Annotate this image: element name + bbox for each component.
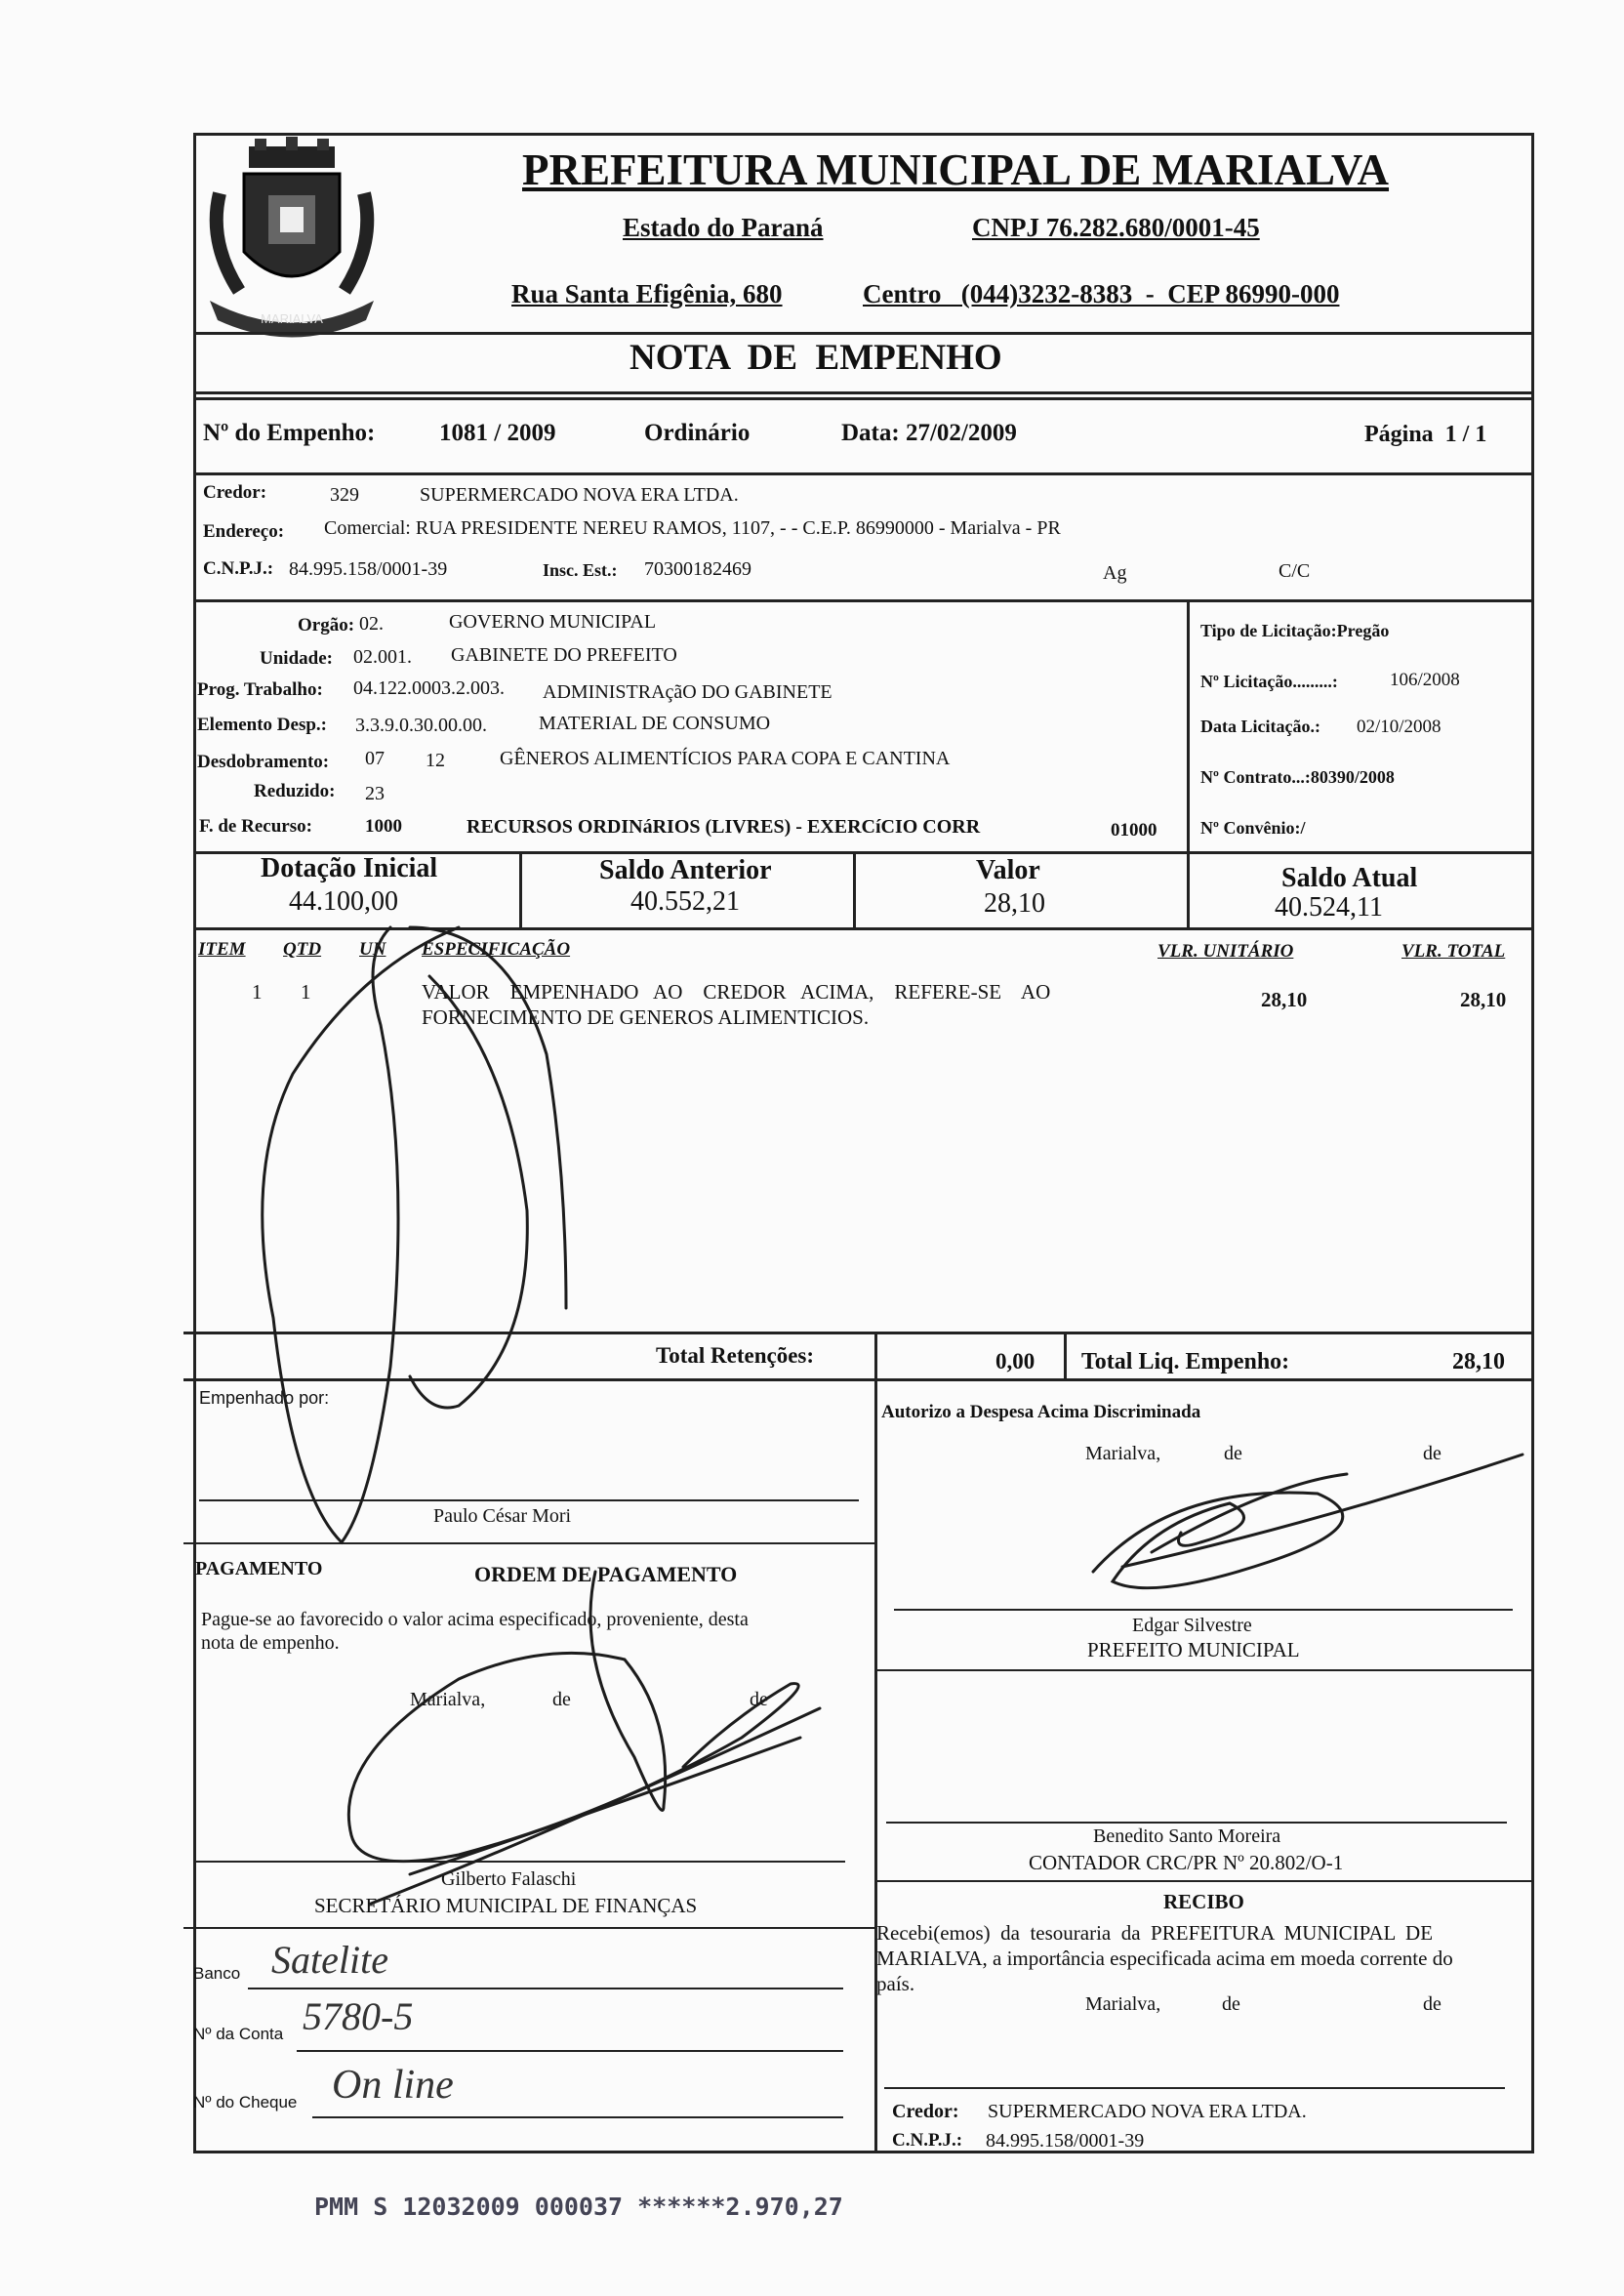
credor-address: Comercial: RUA PRESIDENTE NEREU RAMOS, 1107, - - C.E.P. 86990000 - Marialva - PR (324, 517, 1061, 539)
orgao-code: 02. (359, 613, 384, 635)
pagamento-text1: Pague-se ao favorecido o valor acima especificado, proveniente, desta (201, 1609, 749, 1630)
saldo-atual-label: Saldo Atual (1281, 863, 1418, 893)
recibo-cnpj: 84.995.158/0001-39 (986, 2130, 1145, 2152)
autorizo-place: Marialva, (1085, 1443, 1161, 1464)
recurso-desc: RECURSOS ORDINáRIOS (LIVRES) - EXERCíCIO CORR (467, 816, 981, 838)
recurso-label: F. de Recurso: (199, 816, 312, 837)
recibo-credor: SUPERMERCADO NOVA ERA LTDA. (988, 2101, 1307, 2122)
col-unit: VLR. UNITÁRIO (1157, 941, 1294, 962)
licitacao-tipo: Tipo de Licitação:Pregão (1200, 621, 1390, 640)
licitacao-numero: 106/2008 (1390, 670, 1460, 690)
pagamento-signer: Gilberto Falaschi (441, 1868, 577, 1890)
credor-label: Credor: (203, 482, 267, 503)
item-total-value: 28,10 (1460, 988, 1507, 1011)
item-unit-value: 28,10 (1261, 988, 1308, 1011)
col-item: ITEM (198, 939, 246, 960)
prog-desc: ADMINISTRAçãO DO GABINETE (543, 681, 832, 703)
pagamento-label: PAGAMENTO (195, 1558, 323, 1579)
empenho-type: Ordinário (644, 420, 751, 446)
pagamento-place: Marialva, (410, 1689, 486, 1710)
autorizo-de2: de (1423, 1443, 1441, 1464)
recibo-text3: país. (876, 1972, 915, 1995)
conta-value: 5780-5 (303, 1994, 414, 2038)
retencoes-value: 0,00 (995, 1349, 1035, 1374)
credor-address-label: Endereço: (203, 521, 285, 542)
unidade-label: Unidade: (260, 648, 333, 669)
recibo-credor-label: Credor: (892, 2101, 959, 2122)
autorizo-signer: Edgar Silvestre (1132, 1615, 1252, 1636)
desd-code2: 12 (426, 750, 445, 771)
empenho-number: 1081 / 2009 (439, 420, 556, 446)
col-total: VLR. TOTAL (1401, 941, 1506, 962)
orgao-desc: GOVERNO MUNICIPAL (449, 611, 657, 633)
valor-value: 28,10 (984, 888, 1045, 919)
ordem-pagamento-label: ORDEM DE PAGAMENTO (474, 1562, 738, 1586)
item-desc-line2: FORNECIMENTO DE GENEROS ALIMENTICIOS. (422, 1005, 870, 1029)
dotacao-label: Dotação Inicial (261, 853, 438, 883)
col-espec: ESPECIFICAÇÃO (422, 939, 571, 960)
elem-label: Elemento Desp.: (197, 715, 327, 735)
payment-stamp: PMM S 12032009 000037 ******2.970,27 (314, 2193, 843, 2221)
banco-value: Satelite (271, 1938, 388, 1982)
contador-role: CONTADOR CRC/PR Nº 20.802/O-1 (1029, 1851, 1344, 1874)
autorizo-label: Autorizo a Despesa Acima Discriminada (881, 1402, 1201, 1422)
recibo-place: Marialva, (1085, 1993, 1161, 2015)
header-title: PREFEITURA MUNICIPAL DE MARIALVA (522, 145, 1390, 194)
credor-ag: Ag (1103, 562, 1127, 584)
credor-cc: C/C (1279, 560, 1311, 582)
recurso-code2: 01000 (1111, 820, 1157, 840)
empenho-date: Data: 27/02/2009 (841, 420, 1017, 446)
col-un: UN (359, 939, 386, 960)
credor-name: SUPERMERCADO NOVA ERA LTDA. (420, 484, 739, 506)
conta-label: Nº da Conta (193, 2025, 284, 2043)
credor-code: 329 (330, 484, 359, 506)
header-state: Estado do Paraná (623, 213, 824, 242)
recibo-de2: de (1423, 1993, 1441, 2015)
doc-title: NOTA DE EMPENHO (629, 338, 1002, 378)
elem-desc: MATERIAL DE CONSUMO (539, 713, 771, 734)
credor-insc: 70300182469 (644, 558, 751, 580)
cheque-label: Nº do Cheque (193, 2093, 298, 2112)
licitacao-numero-label: Nº Licitação.........: (1200, 672, 1338, 691)
pagamento-de2: de (750, 1689, 768, 1710)
licitacao-convenio: Nº Convênio:/ (1200, 818, 1306, 838)
recibo-de1: de (1222, 1993, 1240, 2015)
recibo-text1: Recebi(emos) da tesouraria da PREFEITURA MUNICIPAL DE (876, 1921, 1434, 1945)
credor-insc-label: Insc. Est.: (543, 560, 618, 580)
prog-label: Prog. Trabalho: (197, 679, 323, 700)
desd-label: Desdobramento: (197, 752, 330, 772)
reduzido-code: 23 (365, 783, 385, 804)
licitacao-data: 02/10/2008 (1357, 717, 1441, 737)
valor-label: Valor (976, 855, 1040, 885)
saldo-anterior-label: Saldo Anterior (599, 855, 772, 885)
credor-cnpj-label: C.N.P.J.: (203, 558, 274, 579)
recurso-code: 1000 (365, 816, 402, 837)
credor-cnpj: 84.995.158/0001-39 (289, 558, 448, 580)
empenho-number-label: Nº do Empenho: (203, 420, 376, 446)
desd-desc: GÊNEROS ALIMENTÍCIOS PARA COPA E CANTINA (500, 748, 951, 769)
contador-signer: Benedito Santo Moreira (1093, 1825, 1281, 1847)
banco-label: Banco (193, 1964, 241, 1983)
empenhado-label: Empenhado por: (199, 1388, 330, 1408)
empenhado-name: Paulo César Mori (433, 1505, 572, 1527)
reduzido-label: Reduzido: (254, 781, 336, 801)
retencoes-label: Total Retenções: (656, 1343, 815, 1368)
liq-value: 28,10 (1452, 1349, 1505, 1374)
item-desc-line1: VALOR EMPENHADO AO CREDOR ACIMA, REFERE-SE AO (422, 980, 1051, 1004)
prog-code: 04.122.0003.2.003. (353, 677, 505, 699)
svg-text:MARIALVA: MARIALVA (261, 311, 323, 326)
licitacao-contrato: Nº Contrato...:80390/2008 (1200, 767, 1395, 787)
pagamento-role: SECRETÁRIO MUNICIPAL DE FINANÇAS (314, 1894, 698, 1917)
empenho-page: Página 1 / 1 (1364, 422, 1487, 447)
header-cnpj: CNPJ 76.282.680/0001-45 (972, 213, 1260, 242)
item-number: 1 (252, 980, 263, 1004)
recibo-cnpj-label: C.N.P.J.: (892, 2130, 963, 2151)
col-qtd: QTD (283, 939, 322, 960)
desd-code1: 07 (365, 748, 385, 769)
cheque-value: On line (332, 2063, 454, 2108)
autorizo-role: PREFEITO MUNICIPAL (1087, 1638, 1300, 1661)
autorizo-de1: de (1224, 1443, 1242, 1464)
elem-code: 3.3.9.0.30.00.00. (355, 715, 487, 736)
licitacao-data-label: Data Licitação.: (1200, 717, 1320, 736)
header-address: Rua Santa Efigênia, 680 (511, 279, 783, 308)
recibo-title: RECIBO (1163, 1890, 1244, 1913)
item-qtd: 1 (301, 980, 311, 1004)
pagamento-text2: nota de empenho. (201, 1632, 340, 1654)
pagamento-de1: de (552, 1689, 571, 1710)
orgao-label: Orgão: (298, 615, 355, 636)
recibo-text2: MARIALVA, a importância especificada acima em moeda corrente do (876, 1947, 1453, 1970)
saldo-atual-value: 40.524,11 (1275, 892, 1383, 922)
saldo-anterior-value: 40.552,21 (630, 886, 740, 917)
unidade-desc: GABINETE DO PREFEITO (451, 644, 677, 666)
header-district-phone: Centro (044)3232-8383 - CEP 86990-000 (863, 279, 1340, 308)
dotacao-value: 44.100,00 (289, 886, 398, 917)
unidade-code: 02.001. (353, 646, 412, 668)
liq-label: Total Liq. Empenho: (1081, 1349, 1290, 1374)
